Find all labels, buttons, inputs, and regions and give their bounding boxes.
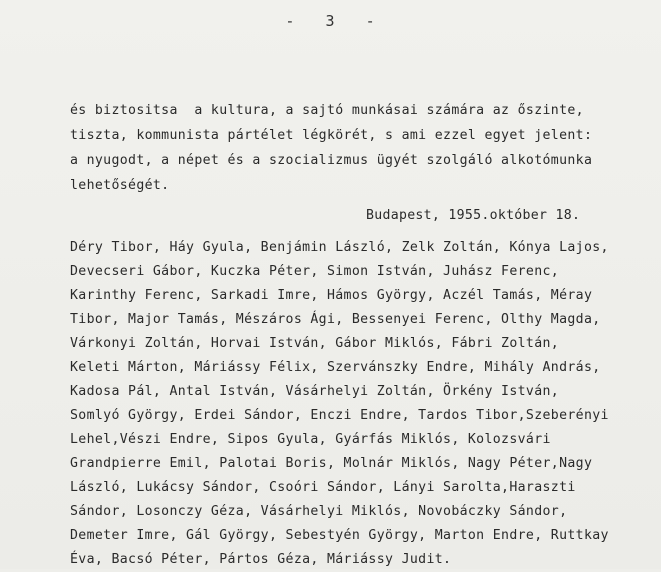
paragraph-line: lehetőségét. (70, 178, 170, 193)
place-and-date: Budapest, 1955.október 18. (366, 208, 581, 223)
signatories-line: Várkonyi Zoltán, Horvai István, Gábor Miklós, Fábri Zoltán, (70, 336, 560, 351)
paragraph-line: a nyugodt, a népet és a szocializmus ügyét szolgáló alkotómunka (70, 153, 593, 168)
paragraph-line: tiszta, kommunista pártélet légkörét, s ami ezzel egyet jelent: (70, 128, 593, 143)
signatories-line: Devecseri Gábor, Kuczka Péter, Simon István, Juhász Ferenc, (70, 264, 560, 279)
signatories-line: Éva, Bacsó Péter, Pártos Géza, Máriássy Judit. (70, 552, 452, 567)
signatories-line: László, Lukácsy Sándor, Csoóri Sándor, Lányi Sarolta,Haraszti (70, 480, 576, 495)
signatories-line: Tibor, Major Tamás, Mészáros Ági, Bessenyei Ferenc, Olthy Magda, (70, 312, 601, 327)
page-number: - 3 - (285, 12, 376, 30)
signatories-line: Karinthy Ferenc, Sarkadi Imre, Hámos György, Aczél Tamás, Méray (70, 288, 593, 303)
signatories-list (70, 236, 645, 572)
signatories-line: Grandpierre Emil, Palotai Boris, Molnár Miklós, Nagy Péter,Nagy (70, 456, 593, 471)
signatories-line: Sándor, Losonczy Géza, Vásárhelyi Miklós, Novobáczky Sándor, (70, 504, 568, 519)
signatories-line: Kadosa Pál, Antal István, Vásárhelyi Zoltán, Örkény István, (70, 384, 560, 399)
signatories-line: Keleti Márton, Máriássy Félix, Szervánszky Endre, Mihály András, (70, 360, 601, 375)
signatories-line: Déry Tibor, Háy Gyula, Benjámin László, Zelk Zoltán, Kónya Lajos, (70, 240, 609, 255)
signatories-line: Lehel,Vészi Endre, Sipos Gyula, Gyárfás Miklós, Kolozsvári (70, 432, 551, 447)
signatories-line: Demeter Imre, Gál György, Sebestyén György, Marton Endre, Ruttkay (70, 528, 609, 543)
paragraph-line: és biztositsa a kultura, a sajtó munkásai számára az őszinte, (70, 103, 584, 118)
signatories-line: Somlyó György, Erdei Sándor, Enczi Endre, Tardos Tibor,Szeberényi (70, 408, 609, 423)
body-paragraph (70, 98, 630, 198)
